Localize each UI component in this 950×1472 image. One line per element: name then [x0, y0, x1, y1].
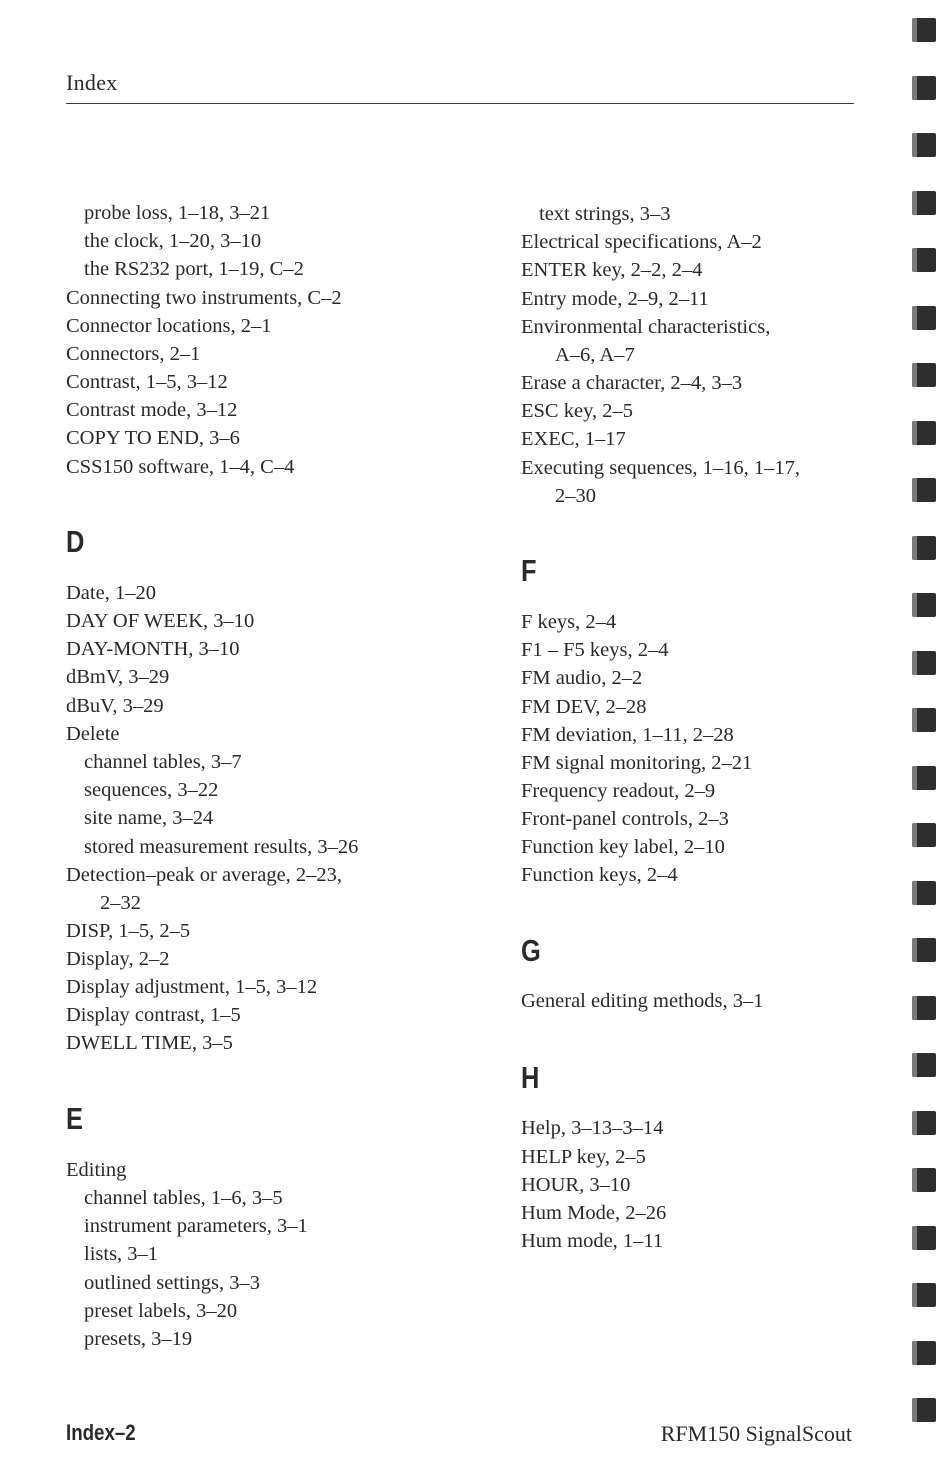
binding-tab	[912, 1168, 936, 1192]
index-entry: HOUR, 3–10	[521, 1174, 631, 1196]
section-heading: F	[521, 553, 537, 588]
index-entry: Electrical specifications, A–2	[521, 231, 762, 253]
binding-tab	[912, 823, 936, 847]
index-entry: DAY-MONTH, 3–10	[66, 638, 240, 660]
index-subentry: probe loss, 1–18, 3–21	[84, 202, 271, 224]
index-entry: Contrast mode, 3–12	[66, 399, 238, 421]
section-heading: G	[521, 933, 541, 968]
index-entry: Connectors, 2–1	[66, 343, 201, 365]
binding-tab	[912, 1283, 936, 1307]
index-subentry: channel tables, 1–6, 3–5	[84, 1187, 283, 1209]
binding-tab	[912, 593, 936, 617]
index-entry: EXEC, 1–17	[521, 428, 626, 450]
index-entry: Erase a character, 2–4, 3–3	[521, 372, 743, 394]
index-subentry: the clock, 1–20, 3–10	[84, 230, 262, 252]
index-entry: Detection–peak or average, 2–23,	[66, 864, 343, 886]
binding-tab	[912, 708, 936, 732]
index-entry: Date, 1–20	[66, 582, 156, 604]
index-subentry: preset labels, 3–20	[84, 1300, 238, 1322]
binding-tab	[912, 133, 936, 157]
index-subentry: A–6, A–7	[555, 344, 635, 366]
index-subentry: site name, 3–24	[84, 807, 214, 829]
index-column-right	[521, 0, 881, 1400]
index-entry: F1 – F5 keys, 2–4	[521, 639, 669, 661]
index-subentry: 2–32	[100, 892, 141, 914]
index-entry: Connector locations, 2–1	[66, 315, 272, 337]
binding-tab	[912, 421, 936, 445]
running-head: Index	[66, 70, 118, 95]
product-name: RFM150 SignalScout	[660, 1421, 852, 1446]
index-entry: dBmV, 3–29	[66, 666, 170, 688]
binding-tab	[912, 881, 936, 905]
index-entry: Environmental characteristics,	[521, 316, 771, 338]
index-entry: Display adjustment, 1–5, 3–12	[66, 976, 318, 998]
index-entry: Display contrast, 1–5	[66, 1004, 241, 1026]
index-entry: COPY TO END, 3–6	[66, 427, 240, 449]
index-entry: ESC key, 2–5	[521, 400, 633, 422]
index-subentry: the RS232 port, 1–19, C–2	[84, 258, 304, 280]
index-entry: Entry mode, 2–9, 2–11	[521, 288, 709, 310]
index-entry: Hum Mode, 2–26	[521, 1202, 667, 1224]
index-subentry: instrument parameters, 3–1	[84, 1215, 308, 1237]
index-entry: DWELL TIME, 3–5	[66, 1032, 233, 1054]
index-subentry: sequences, 3–22	[84, 779, 219, 801]
binding-tab	[912, 1111, 936, 1135]
binding-tab	[912, 1398, 936, 1422]
index-subentry: text strings, 3–3	[539, 203, 671, 225]
binding-tab	[912, 76, 936, 100]
index-entry: CSS150 software, 1–4, C–4	[66, 456, 295, 478]
index-column-left	[66, 0, 466, 1400]
index-subentry: lists, 3–1	[84, 1243, 159, 1265]
index-subentry: 2–30	[555, 485, 596, 507]
index-entry: Contrast, 1–5, 3–12	[66, 371, 228, 393]
index-entry: Frequency readout, 2–9	[521, 780, 716, 802]
index-subentry: stored measurement results, 3–26	[84, 836, 359, 858]
index-entry: DISP, 1–5, 2–5	[66, 920, 191, 942]
index-entry: F keys, 2–4	[521, 611, 617, 633]
binding-tab	[912, 938, 936, 962]
index-entry: Executing sequences, 1–16, 1–17,	[521, 457, 800, 479]
index-entry: Function key label, 2–10	[521, 836, 725, 858]
index-entry: FM deviation, 1–11, 2–28	[521, 724, 734, 746]
binding-tab	[912, 18, 936, 42]
index-entry: Display, 2–2	[66, 948, 170, 970]
section-heading: E	[66, 1101, 83, 1136]
index-subentry: channel tables, 3–7	[84, 751, 242, 773]
binding-tab	[912, 248, 936, 272]
page-number: Index–2	[66, 1420, 136, 1445]
section-heading: D	[66, 524, 85, 559]
binding-tab	[912, 306, 936, 330]
index-entry: Front-panel controls, 2–3	[521, 808, 729, 830]
index-subentry: outlined settings, 3–3	[84, 1272, 260, 1294]
binding-tab	[912, 363, 936, 387]
binding-tab	[912, 1226, 936, 1250]
binding-tab	[912, 766, 936, 790]
binding-tab	[912, 1053, 936, 1077]
section-heading: H	[521, 1060, 540, 1095]
index-entry: Function keys, 2–4	[521, 864, 678, 886]
binding-tab	[912, 1341, 936, 1365]
index-entry: FM signal monitoring, 2–21	[521, 752, 753, 774]
index-entry: HELP key, 2–5	[521, 1146, 646, 1168]
index-entry: Help, 3–13–3–14	[521, 1117, 664, 1139]
binding-tab	[912, 651, 936, 675]
binding-tab	[912, 191, 936, 215]
binding-tab	[912, 996, 936, 1020]
index-subentry: presets, 3–19	[84, 1328, 193, 1350]
index-entry: Hum mode, 1–11	[521, 1230, 664, 1252]
binding-tab	[912, 536, 936, 560]
index-entry: Editing	[66, 1159, 127, 1181]
index-entry: ENTER key, 2–2, 2–4	[521, 259, 703, 281]
index-entry: Delete	[66, 723, 120, 745]
index-entry: Connecting two instruments, C–2	[66, 287, 342, 309]
index-entry: DAY OF WEEK, 3–10	[66, 610, 255, 632]
index-entry: FM DEV, 2–28	[521, 696, 647, 718]
index-entry: General editing methods, 3–1	[521, 990, 764, 1012]
binding-tab	[912, 478, 936, 502]
index-entry: dBuV, 3–29	[66, 695, 164, 717]
index-entry: FM audio, 2–2	[521, 667, 643, 689]
